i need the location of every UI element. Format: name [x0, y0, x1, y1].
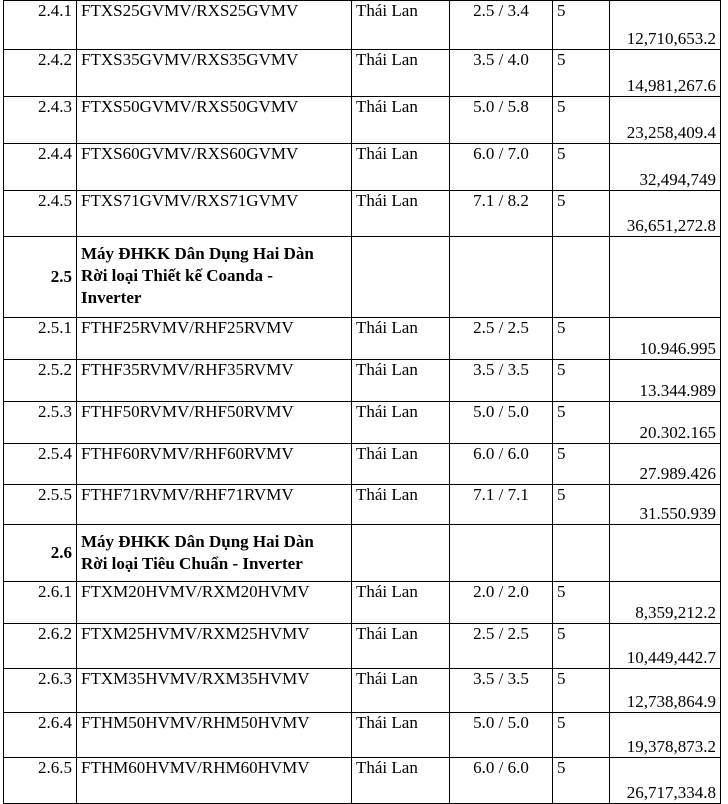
origin: Thái Lan	[352, 582, 450, 624]
table-row	[4, 582, 721, 624]
origin: Thái Lan	[352, 758, 450, 804]
quantity: 5	[553, 444, 610, 485]
price: 20.302.165	[610, 402, 721, 444]
row-number: 2.6.3	[4, 669, 77, 713]
capacity: 3.5 / 3.5	[450, 669, 553, 713]
row-number: 2.4.4	[4, 144, 77, 191]
quantity: 5	[553, 624, 610, 669]
capacity: 2.5 / 2.5	[450, 624, 553, 669]
quantity: 5	[553, 97, 610, 144]
quantity: 5	[553, 318, 610, 360]
quantity: 5	[553, 713, 610, 758]
section-row	[4, 525, 721, 582]
quantity: 5	[553, 50, 610, 97]
capacity: 2.0 / 2.0	[450, 582, 553, 624]
row-number: 2.5.5	[4, 485, 77, 525]
table-row	[4, 402, 721, 444]
table-row	[4, 360, 721, 402]
origin: Thái Lan	[352, 624, 450, 669]
quantity: 5	[553, 191, 610, 237]
capacity: 5.0 / 5.8	[450, 97, 553, 144]
quantity: 5	[553, 1, 610, 50]
empty-cell	[450, 525, 553, 582]
origin: Thái Lan	[352, 144, 450, 191]
quantity: 5	[553, 402, 610, 444]
model-code: FTHF71RVMV/RHF71RVMV	[77, 485, 352, 525]
row-number: 2.4.5	[4, 191, 77, 237]
origin: Thái Lan	[352, 191, 450, 237]
capacity: 3.5 / 3.5	[450, 360, 553, 402]
capacity: 7.1 / 7.1	[450, 485, 553, 525]
section-number: 2.6	[4, 525, 77, 582]
price: 13.344.989	[610, 360, 721, 402]
capacity: 6.0 / 7.0	[450, 144, 553, 191]
table-row	[4, 318, 721, 360]
row-number: 2.5.2	[4, 360, 77, 402]
section-title-line: Inverter	[81, 288, 142, 307]
model-code: FTHF60RVMV/RHF60RVMV	[77, 444, 352, 485]
origin: Thái Lan	[352, 402, 450, 444]
quantity: 5	[553, 758, 610, 804]
table-row	[4, 50, 721, 97]
section-title-line: Rời loại Tiêu Chuẩn - Inverter	[81, 554, 303, 573]
capacity: 5.0 / 5.0	[450, 402, 553, 444]
table-row	[4, 444, 721, 485]
row-number: 2.6.4	[4, 713, 77, 758]
section-number: 2.5	[4, 237, 77, 318]
price: 36,651,272.8	[610, 191, 721, 237]
section-title-line: Rời loại Thiết kế Coanda -	[81, 266, 273, 285]
row-number: 2.4.1	[4, 1, 77, 50]
price: 23,258,409.4	[610, 97, 721, 144]
price-table	[3, 0, 721, 804]
model-code: FTXS35GVMV/RXS35GVMV	[77, 50, 352, 97]
empty-cell	[450, 237, 553, 318]
capacity: 6.0 / 6.0	[450, 758, 553, 804]
row-number: 2.6.1	[4, 582, 77, 624]
origin: Thái Lan	[352, 669, 450, 713]
row-number: 2.5.1	[4, 318, 77, 360]
origin: Thái Lan	[352, 485, 450, 525]
table-row	[4, 191, 721, 237]
quantity: 5	[553, 144, 610, 191]
price: 26,717,334.8	[610, 758, 721, 804]
capacity: 6.0 / 6.0	[450, 444, 553, 485]
table-row	[4, 713, 721, 758]
origin: Thái Lan	[352, 318, 450, 360]
section-title-line: Máy ĐHKK Dân Dụng Hai Dàn	[81, 244, 314, 263]
origin: Thái Lan	[352, 444, 450, 485]
capacity: 7.1 / 8.2	[450, 191, 553, 237]
model-code: FTHF25RVMV/RHF25RVMV	[77, 318, 352, 360]
price: 31.550.939	[610, 485, 721, 525]
origin: Thái Lan	[352, 1, 450, 50]
capacity: 3.5 / 4.0	[450, 50, 553, 97]
model-code: FTXS50GVMV/RXS50GVMV	[77, 97, 352, 144]
section-title	[77, 237, 352, 318]
model-code: FTHM50HVMV/RHM50HVMV	[77, 713, 352, 758]
model-code: FTXS60GVMV/RXS60GVMV	[77, 144, 352, 191]
model-code: FTXM20HVMV/RXM20HVMV	[77, 582, 352, 624]
empty-cell	[553, 237, 610, 318]
empty-cell	[352, 525, 450, 582]
quantity: 5	[553, 582, 610, 624]
price: 32,494,749	[610, 144, 721, 191]
origin: Thái Lan	[352, 50, 450, 97]
row-number: 2.4.2	[4, 50, 77, 97]
section-title-line: Máy ĐHKK Dân Dụng Hai Dàn	[81, 532, 314, 551]
model-code: FTHF50RVMV/RHF50RVMV	[77, 402, 352, 444]
model-code: FTXS25GVMV/RXS25GVMV	[77, 1, 352, 50]
capacity: 2.5 / 2.5	[450, 318, 553, 360]
section-title	[77, 525, 352, 582]
row-number: 2.4.3	[4, 97, 77, 144]
section-row	[4, 237, 721, 318]
price: 19,378,873.2	[610, 713, 721, 758]
row-number: 2.5.3	[4, 402, 77, 444]
origin: Thái Lan	[352, 713, 450, 758]
empty-cell	[553, 525, 610, 582]
price: 8,359,212.2	[610, 582, 721, 624]
row-number: 2.6.2	[4, 624, 77, 669]
price: 12,710,653.2	[610, 1, 721, 50]
empty-cell	[610, 237, 721, 318]
empty-cell	[610, 525, 721, 582]
table-row	[4, 485, 721, 525]
price: 10,449,442.7	[610, 624, 721, 669]
table-row	[4, 1, 721, 50]
price: 27.989.426	[610, 444, 721, 485]
model-code: FTXM35HVMV/RXM35HVMV	[77, 669, 352, 713]
origin: Thái Lan	[352, 97, 450, 144]
quantity: 5	[553, 669, 610, 713]
row-number: 2.6.5	[4, 758, 77, 804]
table-row	[4, 144, 721, 191]
origin: Thái Lan	[352, 360, 450, 402]
table-row	[4, 97, 721, 144]
table-row	[4, 669, 721, 713]
table-row	[4, 624, 721, 669]
model-code: FTHM60HVMV/RHM60HVMV	[77, 758, 352, 804]
table-row	[4, 758, 721, 804]
capacity: 5.0 / 5.0	[450, 713, 553, 758]
price: 14,981,267.6	[610, 50, 721, 97]
model-code: FTXS71GVMV/RXS71GVMV	[77, 191, 352, 237]
quantity: 5	[553, 360, 610, 402]
price: 12,738,864.9	[610, 669, 721, 713]
model-code: FTXM25HVMV/RXM25HVMV	[77, 624, 352, 669]
capacity: 2.5 / 3.4	[450, 1, 553, 50]
empty-cell	[352, 237, 450, 318]
model-code: FTHF35RVMV/RHF35RVMV	[77, 360, 352, 402]
row-number: 2.5.4	[4, 444, 77, 485]
quantity: 5	[553, 485, 610, 525]
price: 10.946.995	[610, 318, 721, 360]
